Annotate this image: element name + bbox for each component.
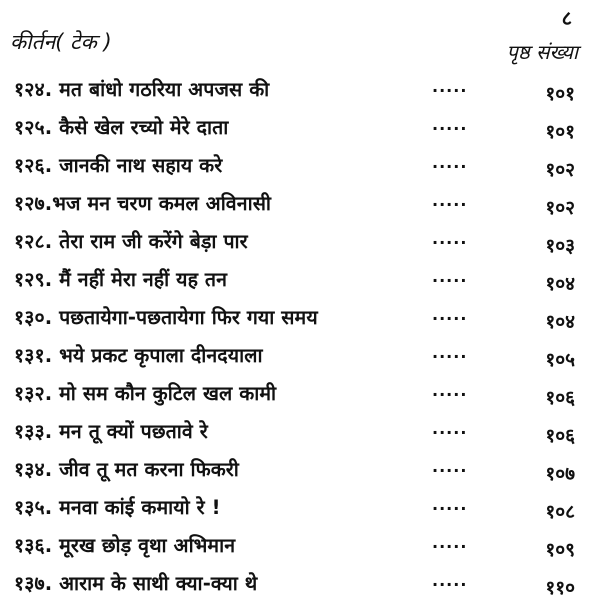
entry-page-number: १०२ [545, 159, 575, 181]
list-item [0, 225, 600, 263]
entry-title: १३०. पछतायेगा-पछतायेगा फिर गया समय [14, 306, 318, 329]
entry-title: १३५. मनवा कांई कमायो रे ! [14, 496, 221, 519]
entry-page-number: १०८ [545, 501, 575, 523]
entry-page-number: १०४ [545, 273, 575, 295]
entry-title: १२५. कैसे खेल रच्यो मेरे दाता [14, 116, 229, 139]
entry-title: १२८. तेरा राम जी करेंगे बेड़ा पार [14, 230, 248, 253]
entry-page-number: ११० [545, 577, 575, 599]
entry-page-number: १०९ [545, 539, 575, 561]
entry-title: १३२. मो सम कौन कुटिल खल कामी [14, 382, 277, 405]
page-number: ८ [561, 6, 572, 30]
entry-title: १३६. मूरख छोड़ वृथा अभिमान [14, 534, 236, 557]
dot-leader: ..... [432, 77, 468, 96]
list-item [0, 149, 600, 187]
dot-leader: ..... [432, 343, 468, 362]
entry-page-number: १०३ [545, 235, 575, 257]
dot-leader: ..... [432, 267, 468, 286]
dot-leader: ..... [432, 457, 468, 476]
entry-title: १२९. मैं नहीं मेरा नहीं यह तन [14, 268, 228, 291]
list-item [0, 263, 600, 301]
entry-page-number: १०५ [545, 349, 575, 371]
entry-page-number: १०४ [545, 311, 575, 333]
list-item [0, 301, 600, 339]
section-heading: कीर्तन( टेक ) [10, 30, 112, 54]
list-item [0, 73, 600, 111]
dot-leader: ..... [432, 305, 468, 324]
dot-leader: ..... [432, 381, 468, 400]
list-item [0, 491, 600, 529]
entry-page-number: १०६ [545, 387, 575, 409]
entry-page-number: १०६ [545, 425, 575, 447]
entry-page-number: १०१ [545, 121, 575, 143]
dot-leader: ..... [432, 153, 468, 172]
list-item [0, 339, 600, 377]
entry-title: १३४. जीव तू मत करना फिकरी [14, 458, 239, 481]
entry-title: १२७.भज मन चरण कमल अविनासी [14, 192, 272, 215]
list-item [0, 187, 600, 225]
dot-leader: ..... [432, 229, 468, 248]
list-item [0, 529, 600, 567]
entry-title: १३७. आराम के साथी क्या-क्या थे [14, 572, 258, 595]
entry-title: १२४. मत बांधो गठरिया अपजस की [14, 78, 270, 101]
entry-page-number: १०१ [545, 83, 575, 105]
dot-leader: ..... [432, 191, 468, 210]
dot-leader: ..... [432, 533, 468, 552]
entry-page-number: १०७ [545, 463, 575, 485]
entry-page-number: १०२ [545, 197, 575, 219]
entry-title: १२६. जानकी नाथ सहाय करे [14, 154, 223, 177]
entry-title: १३१. भये प्रकट कृपाला दीनदयाला [14, 344, 263, 367]
list-item [0, 377, 600, 415]
table-of-contents [0, 73, 600, 605]
list-item [0, 453, 600, 491]
dot-leader: ..... [432, 115, 468, 134]
page-column-heading: पृष्ठ संख्या [506, 40, 578, 64]
list-item [0, 415, 600, 453]
entry-title: १३३. मन तू क्यों पछतावे रे [14, 420, 208, 443]
list-item [0, 567, 600, 605]
dot-leader: ..... [432, 495, 468, 514]
list-item [0, 111, 600, 149]
dot-leader: ..... [432, 419, 468, 438]
dot-leader: ..... [432, 571, 468, 590]
